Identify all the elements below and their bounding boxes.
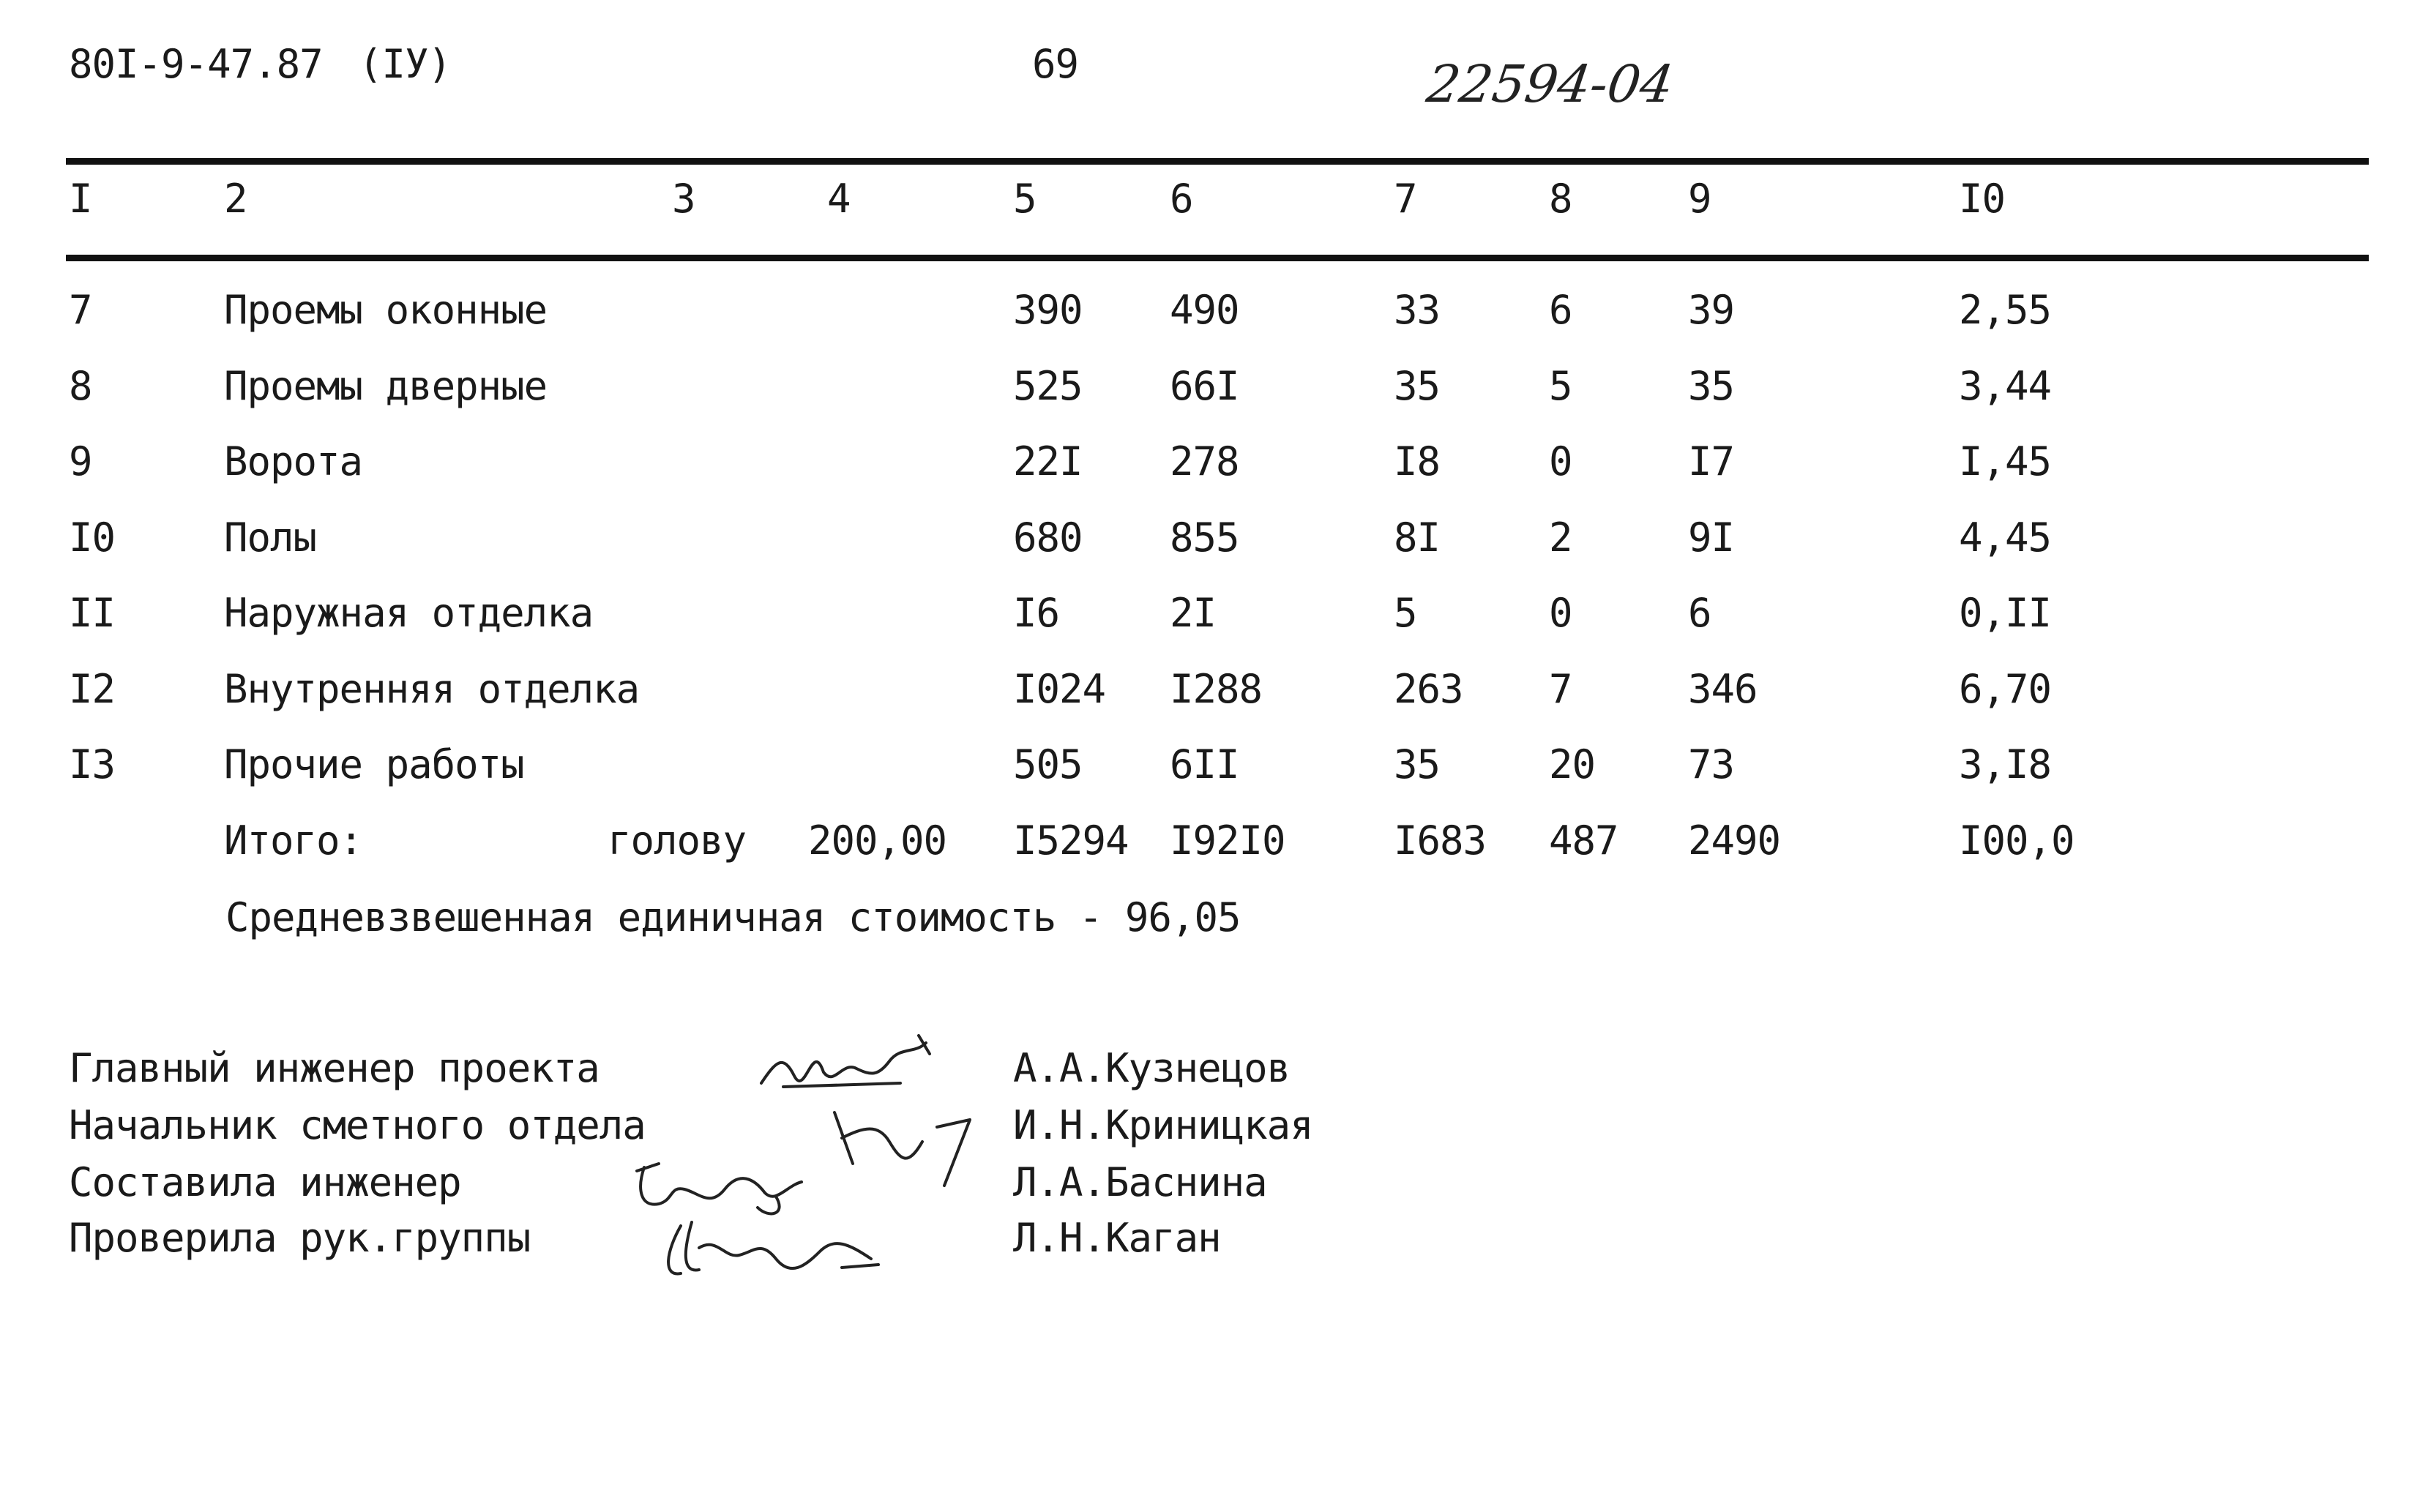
table-cell-num: II — [69, 590, 116, 636]
table-cell-c6: 490 — [1170, 287, 1239, 333]
table-cell-c5: 22I — [1013, 438, 1083, 484]
table-cell-c9: I7 — [1688, 438, 1735, 484]
doc-part: (IУ) — [359, 41, 452, 87]
table-cell-num: I0 — [69, 514, 116, 561]
column-number-6: 6 — [1170, 176, 1193, 222]
table-cell-c9: 346 — [1688, 665, 1758, 712]
signature-role: Главный инженер проекта — [69, 1045, 600, 1091]
table-cell-name: Полы — [224, 514, 317, 561]
table-cell-c6: 278 — [1170, 438, 1239, 484]
table-cell-c7: I8 — [1394, 438, 1441, 484]
table-cell-c6: I288 — [1170, 665, 1263, 712]
signature-role: Проверила рук.группы — [69, 1215, 531, 1261]
table-cell-c10: 6,70 — [1959, 665, 2052, 712]
table-cell-num: 7 — [69, 287, 92, 333]
table-cell-c5: I024 — [1013, 665, 1106, 712]
table-cell-c6: 66I — [1170, 362, 1239, 409]
table-cell-c8: 5 — [1549, 362, 1572, 409]
table-cell-c7: 33 — [1394, 287, 1441, 333]
table-cell-c4: 200,00 — [808, 817, 947, 864]
table-cell-c10: 0,II — [1959, 590, 2052, 636]
signature-name: Л.А.Баснина — [1013, 1159, 1267, 1205]
column-number-9: 9 — [1688, 176, 1711, 222]
table-cell-c8: 0 — [1549, 590, 1572, 636]
signature-krinitskaya — [820, 1098, 988, 1193]
table-cell-c7: 35 — [1394, 362, 1441, 409]
table-cell-c8: 0 — [1549, 438, 1572, 484]
table-cell-num: I2 — [69, 665, 116, 712]
table-cell-name: Прочие работы — [224, 741, 524, 787]
table-cell-c8: 20 — [1549, 741, 1596, 787]
table-cell-c5: 390 — [1013, 287, 1083, 333]
table-cell-c5: I5294 — [1013, 817, 1129, 864]
column-number-10: I0 — [1959, 176, 2006, 222]
table-cell-name: Итого: — [224, 817, 363, 864]
table-cell-num: 9 — [69, 438, 92, 484]
table-cell-c10: I00,0 — [1959, 817, 2074, 864]
column-number-5: 5 — [1013, 176, 1037, 222]
signature-name: Л.Н.Каган — [1013, 1215, 1221, 1261]
table-cell-c6: I92I0 — [1170, 817, 1285, 864]
doc-code: 80I-9-47.87 — [69, 41, 323, 87]
inventory-number: 22594-04 — [1423, 54, 1678, 114]
table-cell-c6: 6II — [1170, 741, 1239, 787]
table-cell-c9: 6 — [1688, 590, 1711, 636]
signature-kuznetsov — [754, 1032, 944, 1098]
table-cell-c10: 4,45 — [1959, 514, 2052, 561]
table-cell-c5: I6 — [1013, 590, 1060, 636]
table-cell-c9: 39 — [1688, 287, 1735, 333]
table-cell-num: I3 — [69, 741, 116, 787]
column-number-3: 3 — [672, 176, 695, 222]
table-cell-c8: 6 — [1549, 287, 1572, 333]
table-cell-c9: 9I — [1688, 514, 1735, 561]
table-cell-c10: I,45 — [1959, 438, 2052, 484]
table-cell-c7: 5 — [1394, 590, 1417, 636]
column-number-4: 4 — [827, 176, 851, 222]
table-top-rule — [66, 158, 2369, 165]
signature-kagan — [659, 1215, 893, 1288]
signature-role: Начальник сметного отдела — [69, 1102, 646, 1148]
table-cell-c10: 3,44 — [1959, 362, 2052, 409]
column-number-2: 2 — [224, 176, 247, 222]
table-cell-c8: 487 — [1549, 817, 1618, 864]
table-cell-c5: 505 — [1013, 741, 1083, 787]
table-header-rule — [66, 255, 2369, 261]
table-cell-c6: 2I — [1170, 590, 1217, 636]
table-cell-c7: 8I — [1394, 514, 1441, 561]
signature-basnina — [630, 1156, 820, 1222]
table-cell-c9: 73 — [1688, 741, 1735, 787]
table-cell-c8: 7 — [1549, 665, 1572, 712]
table-cell-c5: 525 — [1013, 362, 1083, 409]
table-cell-c8: 2 — [1549, 514, 1572, 561]
column-number-1: I — [69, 176, 92, 222]
table-cell-name: Внутренняя отделка — [224, 665, 640, 712]
table-cell-c10: 3,I8 — [1959, 741, 2052, 787]
table-cell-c10: 2,55 — [1959, 287, 2052, 333]
table-cell-c6: 855 — [1170, 514, 1239, 561]
signature-name: И.Н.Криницкая — [1013, 1102, 1313, 1148]
table-cell-c5: 680 — [1013, 514, 1083, 561]
table-cell-c9: 35 — [1688, 362, 1735, 409]
column-number-8: 8 — [1549, 176, 1572, 222]
table-cell-c9: 2490 — [1688, 817, 1781, 864]
signature-name: А.А.Кузнецов — [1013, 1045, 1291, 1091]
table-cell-c7: 35 — [1394, 741, 1441, 787]
weighted-cost-note: Средневзвешенная единичная стоимость - 96,05 — [225, 894, 1241, 940]
table-cell-name: Проемы дверные — [224, 362, 548, 409]
signature-role: Составила инженер — [69, 1159, 461, 1205]
table-cell-c3: голову — [608, 817, 747, 864]
table-cell-c7: I683 — [1394, 817, 1487, 864]
table-cell-c7: 263 — [1394, 665, 1463, 712]
table-cell-name: Наружная отделка — [224, 590, 594, 636]
column-number-7: 7 — [1394, 176, 1417, 222]
table-cell-num: 8 — [69, 362, 92, 409]
table-cell-name: Проемы оконные — [224, 287, 548, 333]
table-cell-name: Ворота — [224, 438, 363, 484]
page-number: 69 — [1032, 41, 1079, 87]
